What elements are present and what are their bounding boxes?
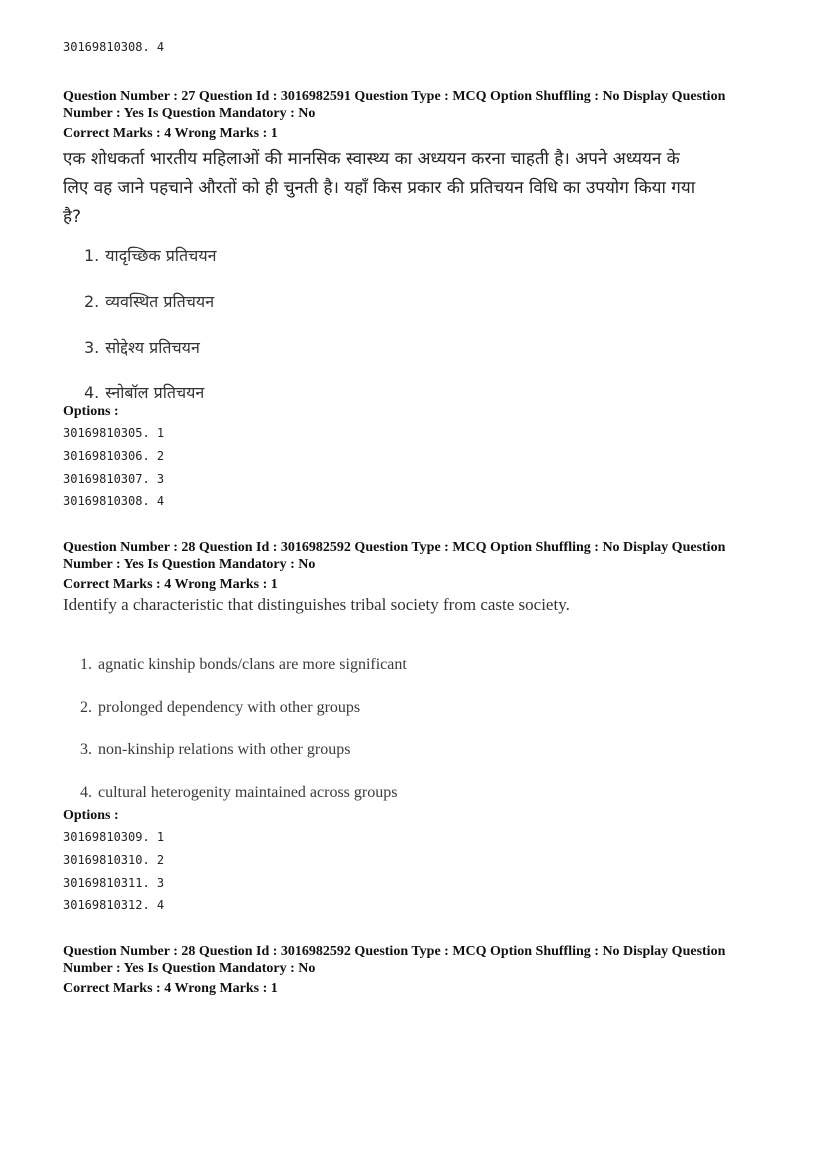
q28-choice-3 [80,741,350,759]
q27-choice-4 [84,381,204,403]
choice-number: 1. [80,656,92,673]
q28-option-id-1: 30169810309. 1 [63,830,165,844]
q28-options-label: Options : [63,808,119,823]
q27-question-line3: है? [63,207,82,227]
q28-option-id-2: 30169810310. 2 [63,853,165,867]
q28-question-text: Identify a characteristic that distinguishes tribal society from caste society. [63,595,570,614]
choice-text: स्नोबॉल प्रतिचयन [105,383,205,402]
q27-question-text [63,145,783,232]
choice-number: 4. [80,784,92,801]
q27-option-id-3: 30169810307. 3 [63,472,165,486]
q27-choice-2 [84,290,214,312]
q28-choice-1 [80,656,407,674]
q28-option-id-3: 30169810311. 3 [63,876,165,890]
choice-text: prolonged dependency with other groups [98,699,361,716]
q27-meta-line1: Question Number : 27 Question Id : 3016982591 Question Type : MCQ Option Shuffling : No Display Question [63,89,726,104]
q27-options-label: Options : [63,404,119,419]
choice-text: यादृच्छिक प्रतिचयन [105,246,217,265]
choice-text: agnatic kinship bonds/clans are more significant [98,656,407,673]
choice-text: cultural heterogenity maintained across groups [98,784,398,801]
q27-marks: Correct Marks : 4 Wrong Marks : 1 [63,126,278,141]
choice-number: 3. [84,338,100,357]
q27-option-id-2: 30169810306. 2 [63,449,165,463]
q27-choice-1 [84,244,217,266]
choice-number: 3. [80,741,92,758]
q28-repeat-meta-line1: Question Number : 28 Question Id : 3016982592 Question Type : MCQ Option Shuffling : No Display Question [63,944,726,959]
q28-choice-2 [80,699,360,717]
choice-text: non-kinship relations with other groups [98,741,351,758]
q27-option-id-1: 30169810305. 1 [63,426,165,440]
q28-repeat-marks: Correct Marks : 4 Wrong Marks : 1 [63,981,278,996]
q27-question-line2: लिए वह जाने पहचाने औरतों को ही चुनती है। यहाँ किस प्रकार की प्रतिचयन विधि का उपयोग किया गया [63,178,696,198]
choice-number: 2. [84,292,100,311]
choice-number: 1. [84,246,100,265]
q28-meta-line2: Number : Yes Is Question Mandatory : No [63,557,316,572]
choice-text: व्यवस्थित प्रतिचयन [105,292,215,311]
q28-repeat-meta-line2: Number : Yes Is Question Mandatory : No [63,961,316,976]
choice-text: सोद्देश्य प्रतिचयन [105,338,200,357]
q28-meta-line1: Question Number : 28 Question Id : 3016982592 Question Type : MCQ Option Shuffling : No Display Question [63,540,726,555]
choice-number: 4. [84,383,100,402]
q27-meta-line2: Number : Yes Is Question Mandatory : No [63,106,316,121]
q27-choice-3 [84,336,200,358]
top-option-id: 30169810308. 4 [63,40,165,54]
q28-choice-4 [80,784,397,802]
q27-question-line1: एक शोधकर्ता भारतीय महिलाओं की मानसिक स्वास्थ्य का अध्ययन करना चाहती है। अपने अध्ययन के [63,149,680,169]
choice-number: 2. [80,699,92,716]
q28-marks: Correct Marks : 4 Wrong Marks : 1 [63,577,278,592]
q28-option-id-4: 30169810312. 4 [63,898,165,912]
q27-option-id-4: 30169810308. 4 [63,494,165,508]
